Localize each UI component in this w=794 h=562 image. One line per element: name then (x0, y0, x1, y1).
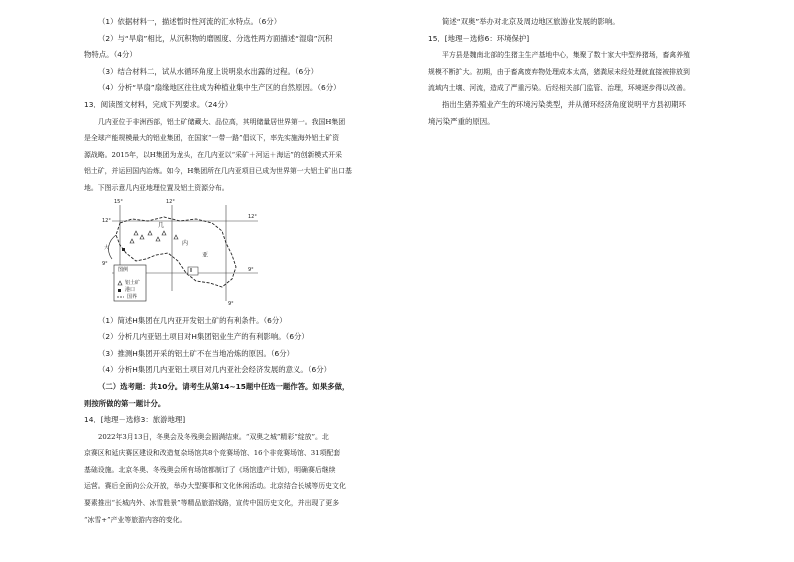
q15-material-line: 流域内土壤、河流，造成了严重污染。后经相关部门监管、治理，环境逐步得以改善。 (428, 84, 690, 93)
q14-heading: 14．[地理－选修3：旅游地理] (84, 415, 186, 425)
lat-label-12-left: 12° (102, 217, 111, 224)
q13-item-2: （2）分析几内亚铝土项目对H集团铝业生产的有利影响。（6分） (98, 332, 309, 342)
q12-item-2-cont: 物特点。（4分） (84, 50, 137, 60)
port-marker (122, 248, 125, 251)
q13-material-line: 源战略。2015年，以H集团为龙头，在几内亚以“采矿＋河运＋海运”的创新模式开采 (84, 150, 342, 159)
guinea-map (98, 198, 268, 307)
q12-item-4: （4）分析“旱扇”扇缘地区往往成为种植业集中生产区的自然原因。（6分） (98, 83, 341, 93)
q13-material-line: 铝土矿，并运回国内冶炼。如今，H集团所在几内亚项目已成为世界第一大铝土矿出口基 (84, 167, 352, 176)
optional-instructions: （二）选考题：共10分。请考生从第14~15题中任选一题作答。如果多做， (98, 381, 350, 391)
q15-question-cont: 境污染严重的原因。 (428, 116, 495, 126)
legend-port-label: 港口 (125, 286, 136, 293)
left-column (84, 14, 376, 528)
lat-label-9-left: 9° (102, 260, 108, 267)
q15-material-line: 规模不断扩大。初期，由于畜禽废弃物处理成本太高，猪粪尿未经处理就直接被排放到 (428, 67, 690, 76)
q15-question: 指出生猪养殖业产生的环境污染类型，并从循环经济角度说明平方县初期环 (442, 99, 686, 109)
legend-bauxite-label: 铝土矿 (125, 279, 141, 286)
lon-label-12: 12° (166, 198, 175, 205)
guinea-map-drawing (98, 198, 268, 307)
q14-material-line: 基础设施。北京冬奥、冬残奥会所有场馆都制订了《场馆遗产计划》，明确赛后继续 (84, 465, 336, 474)
q15-heading: 15．[地理－选修6：环境保护] (428, 33, 530, 43)
bauxite-triangle (156, 237, 160, 241)
q13-item-1: （1）简述H集团在几内亚开发铝土矿的有利条件。（6分） (98, 315, 287, 325)
optional-instructions-cont: 则按所做的第一题计分。 (84, 398, 166, 408)
q12-item-3: （3）结合材料二，试从水循环角度上说明泉水出露的过程。（6分） (98, 66, 319, 76)
bauxite-triangle (174, 235, 178, 239)
bauxite-triangle (162, 231, 166, 235)
q12-item-1: （1）依据材料一，描述暂时性河流的汇水特点。（6分） (98, 17, 282, 26)
lon-label-15: 15° (114, 198, 123, 205)
numeral-label: Ⅱ (190, 267, 193, 274)
right-column (428, 14, 728, 130)
country-char-1: 几 (158, 221, 165, 229)
q13-material-line: 几内亚位于非洲西部，铝土矿储藏大、品位高，其明储量居世界第一。我国H集团 (98, 117, 346, 126)
q13-item-4: （4）分析H集团几内亚铝土项目对几内亚社会经济发展的意义。（6分） (98, 365, 331, 375)
bauxite-deposits (130, 231, 178, 243)
q14-material-line: 要素推出“长城内外、冰雪胜景”等精品旅游线路，宣传中国历史文化，并出现了更多 (84, 499, 340, 508)
q13-material-line: 是全球产能规模最大的铝业集团，在国家“一带一路”倡议下，率先实施海外铝土矿资 (84, 134, 340, 143)
q13-material-line: 地。下图示意几内亚地理位置及铝土资源分布。 (84, 183, 229, 192)
legend-title: 图例 (118, 266, 129, 273)
country-char-3: 亚 (202, 251, 209, 259)
bauxite-triangle (140, 235, 144, 239)
bauxite-triangle (134, 231, 138, 235)
sea-label: 大 (104, 244, 110, 251)
q13-item-3: （3）推测H集团开采的铝土矿不在当地冶炼的原因。（6分） (98, 348, 295, 358)
q14-material-line: 京赛区和延庆赛区建设和改造复杂场馆共8个竞赛场馆、16个非竞赛场馆、31项配套 (84, 449, 341, 458)
q12-item-2: （2）与“旱扇”相比，从沉积物的磨圆度、分选性两方面描述“湿扇”沉积 (98, 33, 333, 43)
bauxite-triangle (148, 231, 152, 235)
q13-heading: 13．阅读图文材料，完成下列要求。（24分） (84, 99, 233, 109)
legend-port-symbol (118, 289, 121, 292)
q14-question: 简述“双奥”举办对北京及周边地区旅游业发展的影响。 (442, 17, 620, 26)
lat-label-9-right: 9° (248, 266, 254, 273)
q14-material-line: 2022年3月13日，冬奥会及冬残奥会圆满结束。“双奥之城”精彩“绽放”。北 (98, 432, 329, 441)
q14-material-line: 运营。赛后全面向公众开放，举办大型赛事和文化休闲活动。北京结合长城等历史文化 (84, 482, 346, 491)
bauxite-triangle (130, 239, 134, 243)
q14-material-line: “冰雪+”产业等旅游内容的变化。 (84, 515, 187, 524)
q15-material-line: 平方县是魏南北部的生猪主生产基地中心，集聚了数十家大中型养猪场，畜禽养殖 (442, 51, 691, 60)
legend-border-label: 国界 (127, 293, 138, 300)
lat-label-12-right: 12° (248, 213, 257, 220)
coastline (109, 235, 116, 259)
country-char-2: 内 (182, 239, 189, 247)
lon-label-9: 9° (228, 300, 234, 307)
